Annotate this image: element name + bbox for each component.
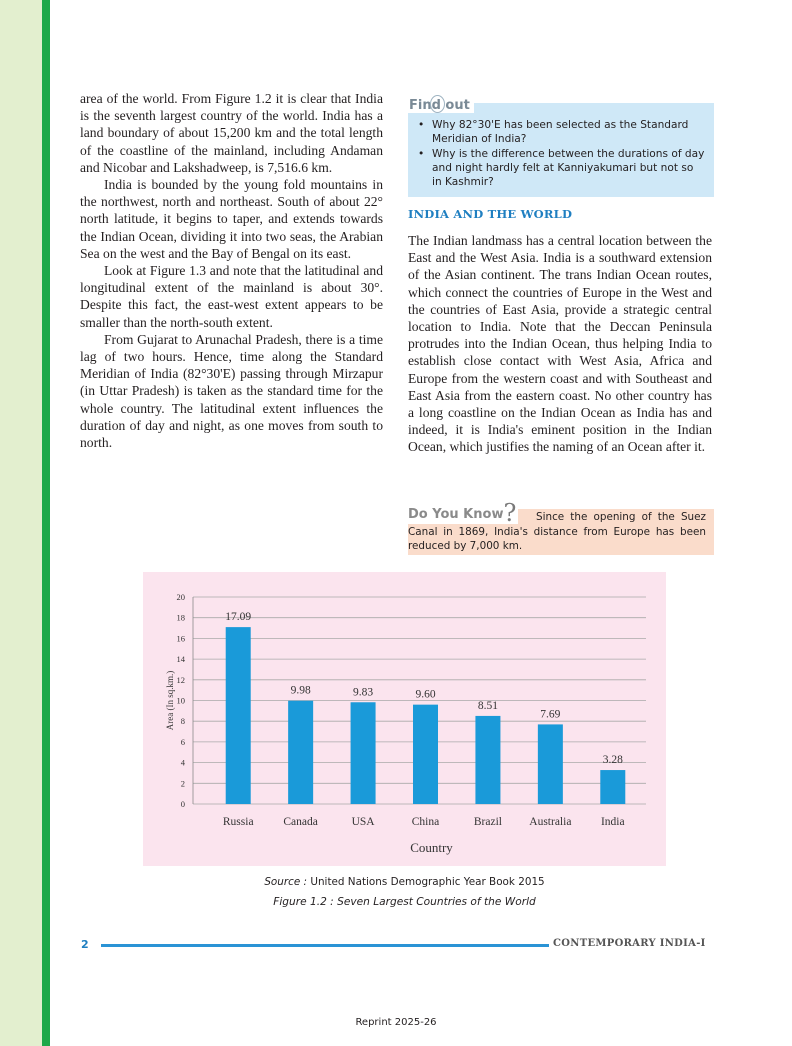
y-tick-label: 6 [180,736,185,747]
y-tick-label: 14 [176,654,185,665]
reprint-note: Reprint 2025-26 [355,1017,437,1028]
margin-band [0,0,42,1046]
bar [288,701,313,804]
bar [226,627,251,804]
right-text-column [408,232,712,456]
x-tick-label: Canada [283,816,318,828]
do-you-know-text: Since the opening of the Suez Canal in 1869, India's distance from Europe has been reduced by 7,000 km. [408,511,706,553]
y-tick-label: 0 [180,799,185,809]
x-axis-label: Country [410,840,453,855]
do-you-know-title: Do You Know? [408,496,518,524]
bar [351,702,376,804]
y-tick-label: 10 [176,695,185,706]
figure-caption: Figure 1.2 : Seven Largest Countries of the World [273,896,536,908]
y-axis-label: Area (In sq.km.) [165,670,175,731]
data-label: 3.28 [602,754,623,767]
page-number: 2 [81,938,89,951]
footer-rule [101,944,549,947]
bar [413,705,438,804]
margin-green-rule [42,0,50,1046]
paragraph: area of the world. From Figure 1.2 it is clear that India is the seventh largest country of the world. India has a land boundary of about 15,200 km and the total length of the coastline of the mainland, including Andaman and Nicobar and Lakshadweep, is 7,516.6 km. [80,91,383,175]
list-item: • Why is the difference between the durations of day and night hardly felt at Kanniyakumari but not so in Kashmir? [416,147,706,190]
y-tick-label: 4 [180,757,185,768]
data-label: 8.51 [477,699,498,712]
data-label: 7.69 [540,708,561,721]
find-out-list [416,118,706,189]
section-heading: INDIA AND THE WORLD [408,207,573,221]
do-you-know-box [408,494,714,556]
paragraph: Look at Figure 1.3 and note that the latitudinal and longitudinal extent of the mainland is about 30°. Despite this fact, the east-west extent appears to be smaller than the north-south extent. [80,263,383,330]
data-label: 9.60 [415,688,436,701]
list-item: • Why 82°30'E has been selected as the Standard Meridian of India? [416,118,706,147]
y-tick-label: 16 [176,633,185,644]
data-label: 17.09 [225,611,252,624]
x-tick-label: Russia [222,816,254,828]
paragraph: From Gujarat to Arunachal Pradesh, there is a time lag of two hours. Hence, time along the Standard Meridian of India (82°30'E) passing through Mirzapur (in Uttar Pradesh) is taken as the standard time for the whole country. The latitudinal extent influences the duration of day and night, as one moves from south to north. [80,331,383,451]
left-text-column [80,90,383,451]
find-out-title: Find out [408,98,474,113]
find-out-box [408,94,714,189]
bar [538,724,563,804]
x-tick-label: Brazil [473,816,502,828]
y-tick-label: 8 [180,716,185,727]
magnifier-icon: d [431,98,441,113]
y-tick-label: 20 [176,592,185,602]
x-tick-label: USA [351,816,375,828]
question-mark-icon: ? [503,499,517,527]
bar-chart [143,572,666,866]
y-tick-label: 2 [180,778,185,789]
data-label: 9.98 [290,684,311,697]
bar [475,716,500,804]
y-tick-label: 18 [176,612,185,623]
x-tick-label: Australia [529,816,572,828]
x-tick-label: China [411,816,440,828]
figure-source: Source : United Nations Demographic Year Book 2015 [264,876,545,888]
paragraph: The Indian landmass has a central location between the East and the West Asia. India is a southward extension of the Asian continent. The trans Indian Ocean routes, which connect the countries of Europe in the West and the countries of East Asia, provide a strategic central location to India. Note that the Deccan Peninsula protrudes into the Indian Ocean, thus helping India to establish close contact with West Asia, Africa and Europe from the western coast and with Southeast and East Asia from the eastern coast. No other country has a long coastline on the Indian Ocean as India has and indeed, it is India's eminent position in the Indian Ocean, which justifies the naming of an Ocean after it. [408,233,712,455]
y-tick-label: 12 [176,674,185,685]
book-title: CONTEMPORARY INDIA-I [553,938,706,949]
paragraph: India is bounded by the young fold mountains in the northwest, north and northeast. South of about 22° north latitude, it begins to taper, and extends towards the Indian Ocean, dividing it into two seas, the Arabian Sea on the west and the Bay of Bengal on its east. [80,177,383,261]
bar [600,770,625,804]
x-tick-label: India [600,816,625,828]
chart-canvas [143,572,666,866]
data-label: 9.83 [353,686,374,699]
